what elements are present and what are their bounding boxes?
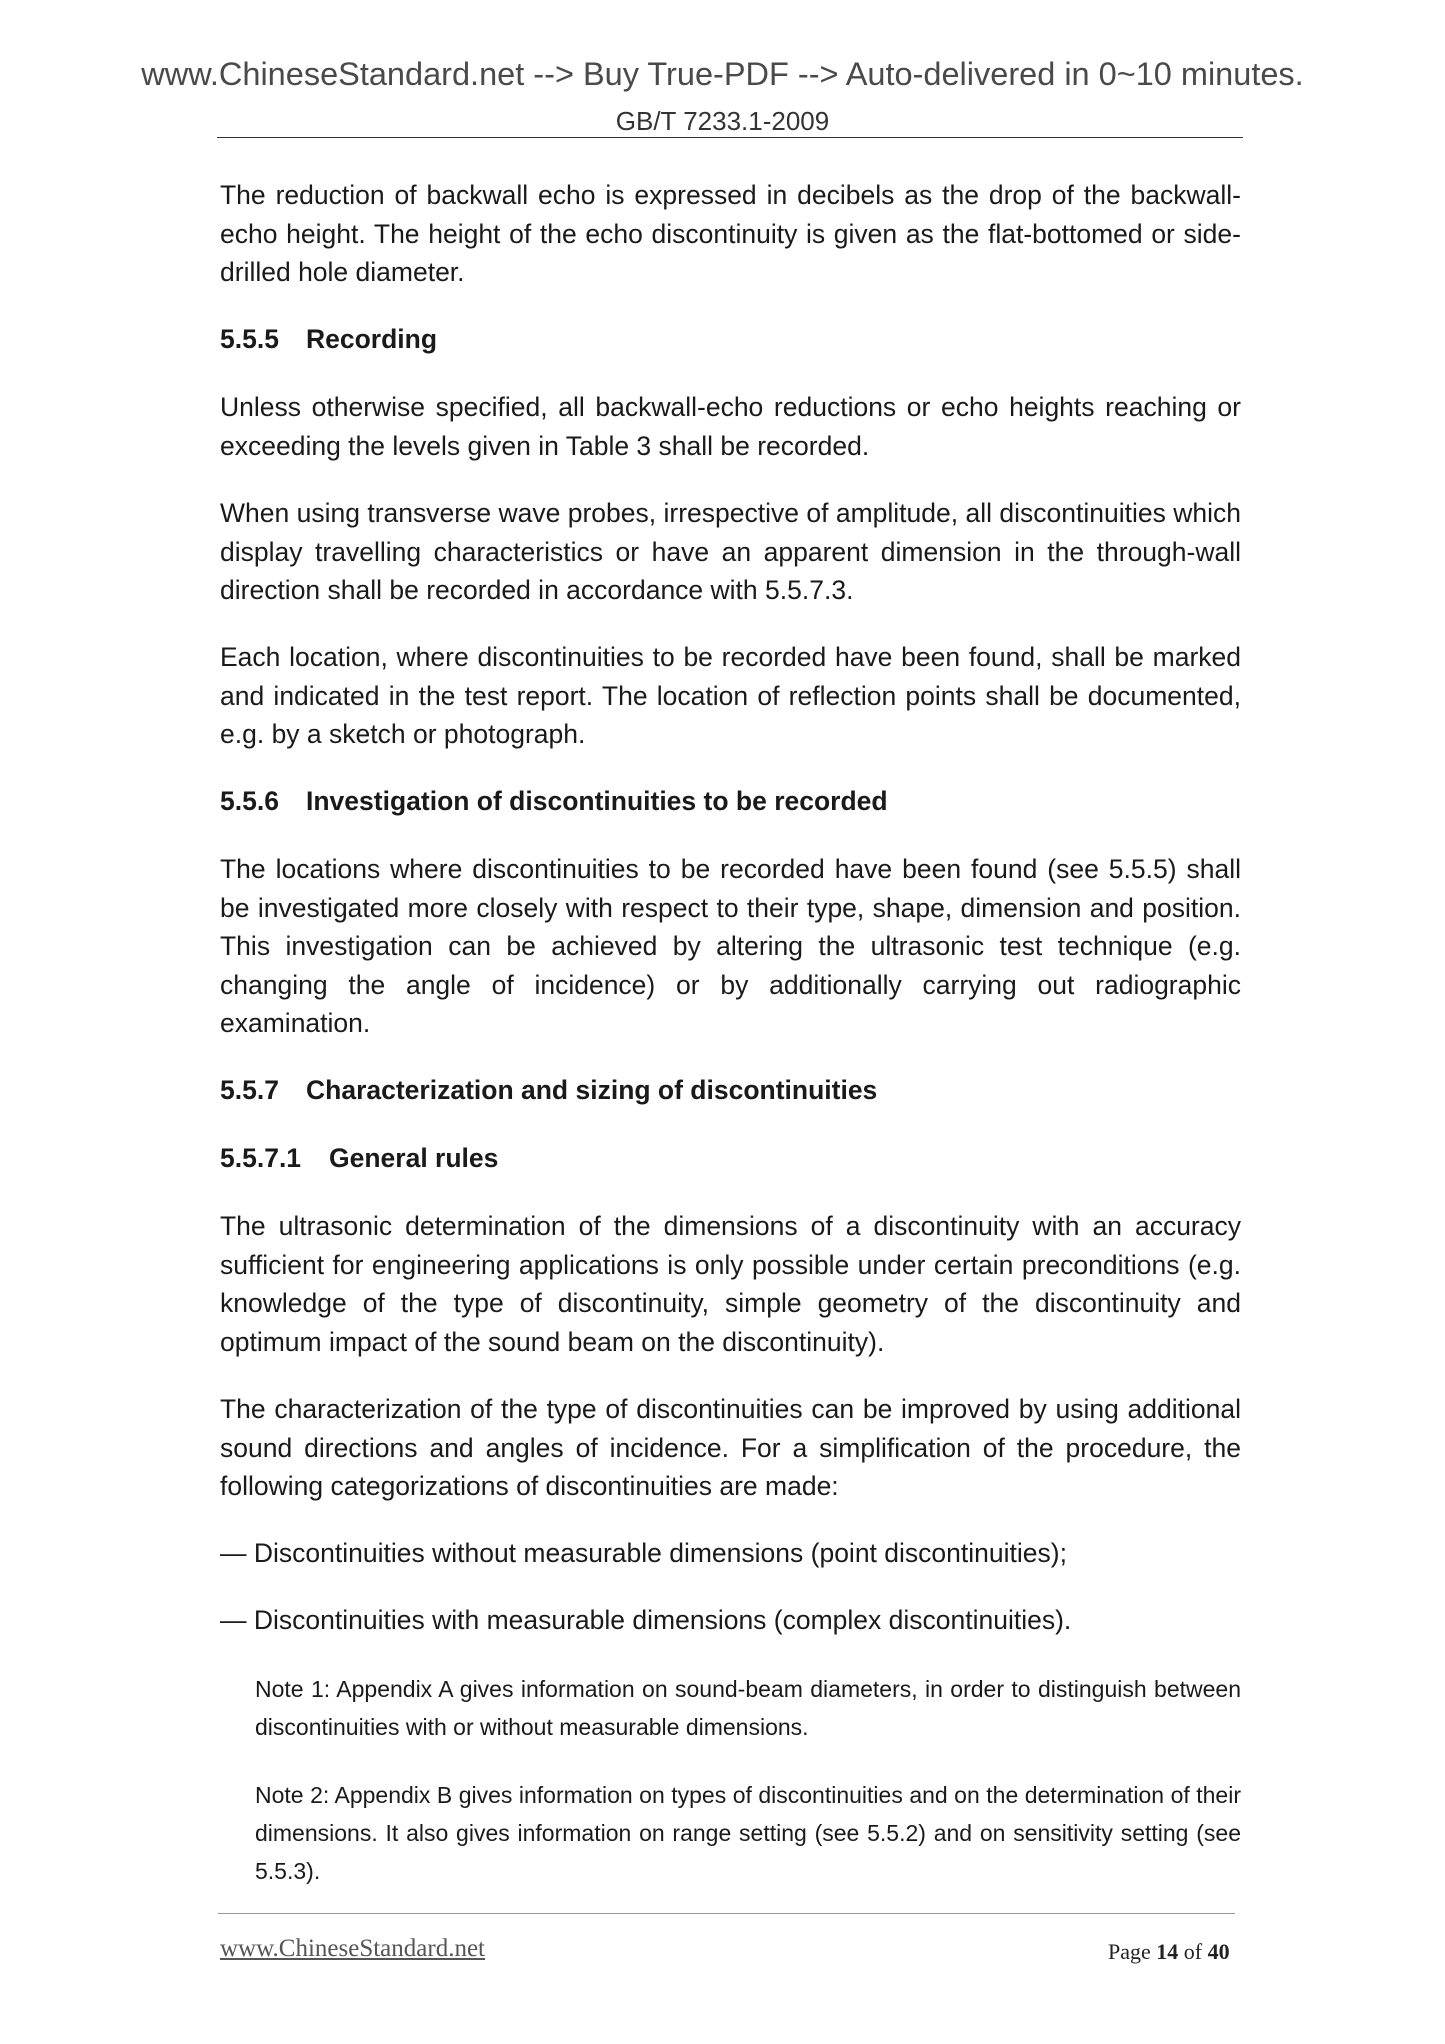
section-number: 5.5.5 bbox=[220, 324, 279, 354]
paragraph-transverse-wave: When using transverse wave probes, irrespective of amplitude, all discontinuities which display travelling characteristics or have an apparent dimension in the through-wall direction shall be recorded in accordance with 5.5.7.3. bbox=[220, 498, 1241, 605]
note-appendix-b: Note 2: Appendix B gives information on types of discontinuities and on the determination of their dimensions. It also gives information on range setting (see 5.5.2) and on sensitivity setting (see 5.5.3). bbox=[255, 1782, 1241, 1884]
page-total: 40 bbox=[1207, 1939, 1230, 1964]
section-title: Characterization and sizing of discontinuities bbox=[306, 1075, 878, 1105]
paragraph-recording-levels: Unless otherwise specified, all backwall-echo reductions or echo heights reaching or exceeding the levels given in Table 3 shall be recorded. bbox=[220, 392, 1241, 461]
section-title: Recording bbox=[306, 324, 438, 354]
paragraph-location-marking: Each location, where discontinuities to be recorded have been found, shall be marked and indicated in the test report. The location of reflection points shall be documented, e.g. by a sketch or photograph. bbox=[220, 642, 1241, 749]
header-divider bbox=[217, 137, 1243, 138]
document-id: GB/T 7233.1-2009 bbox=[615, 106, 830, 136]
paragraph-investigation: The locations where discontinuities to be recorded have been found (see 5.5.5) shall be investigated more closely with respect to their type, shape, dimension and position. This investigation can be achieved by altering the ultrasonic test technique (e.g. changing the angle of incidence) or by additionally carrying out radiographic examination. bbox=[220, 854, 1241, 1038]
page-current: 14 bbox=[1156, 1939, 1179, 1964]
section-title: Investigation of discontinuities to be recorded bbox=[306, 786, 888, 816]
page-of-label: of bbox=[1183, 1939, 1203, 1964]
source-banner: www.ChineseStandard.net --> Buy True-PDF --> Auto-delivered in 0~10 minutes. bbox=[141, 56, 1304, 92]
section-heading-5-5-6 bbox=[220, 782, 888, 821]
list-item: — Discontinuities without measurable dimensions (point discontinuities); bbox=[220, 1538, 1067, 1568]
section-number: 5.5.7 bbox=[220, 1075, 279, 1105]
footer-divider bbox=[218, 1913, 1235, 1914]
page-label: Page bbox=[1108, 1939, 1151, 1964]
paragraph-categorization: The characterization of the type of discontinuities can be improved by using additional sound directions and angles of incidence. For a simplification of the procedure, the following categorizations of discontinuities are made: bbox=[220, 1394, 1241, 1501]
paragraph-general-rules: The ultrasonic determination of the dimensions of a discontinuity with an accuracy sufficient for engineering applications is only possible under certain preconditions (e.g. knowledge of the type of discontinuity, simple geometry of the discontinuity and optimum impact of the sound beam on the discontinuity). bbox=[220, 1211, 1241, 1357]
footer-website-link[interactable]: www.ChineseStandard.net bbox=[220, 1935, 485, 1962]
paragraph-backwall-echo: The reduction of backwall echo is expressed in decibels as the drop of the backwall-echo height. The height of the echo discontinuity is given as the flat-bottomed or side-drilled hole diameter. bbox=[220, 180, 1241, 287]
section-number: 5.5.7.1 bbox=[220, 1143, 302, 1173]
section-heading-5-5-7-1 bbox=[220, 1139, 498, 1178]
page-number bbox=[1108, 1939, 1230, 1965]
section-heading-5-5-5 bbox=[220, 320, 437, 359]
note-appendix-a: Note 1: Appendix A gives information on sound-beam diameters, in order to distinguish between discontinuities with or without measurable dimensions. bbox=[255, 1676, 1241, 1740]
list-item: — Discontinuities with measurable dimensions (complex discontinuities). bbox=[220, 1605, 1072, 1635]
section-heading-5-5-7 bbox=[220, 1071, 877, 1110]
section-number: 5.5.6 bbox=[220, 786, 279, 816]
section-title: General rules bbox=[329, 1143, 499, 1173]
